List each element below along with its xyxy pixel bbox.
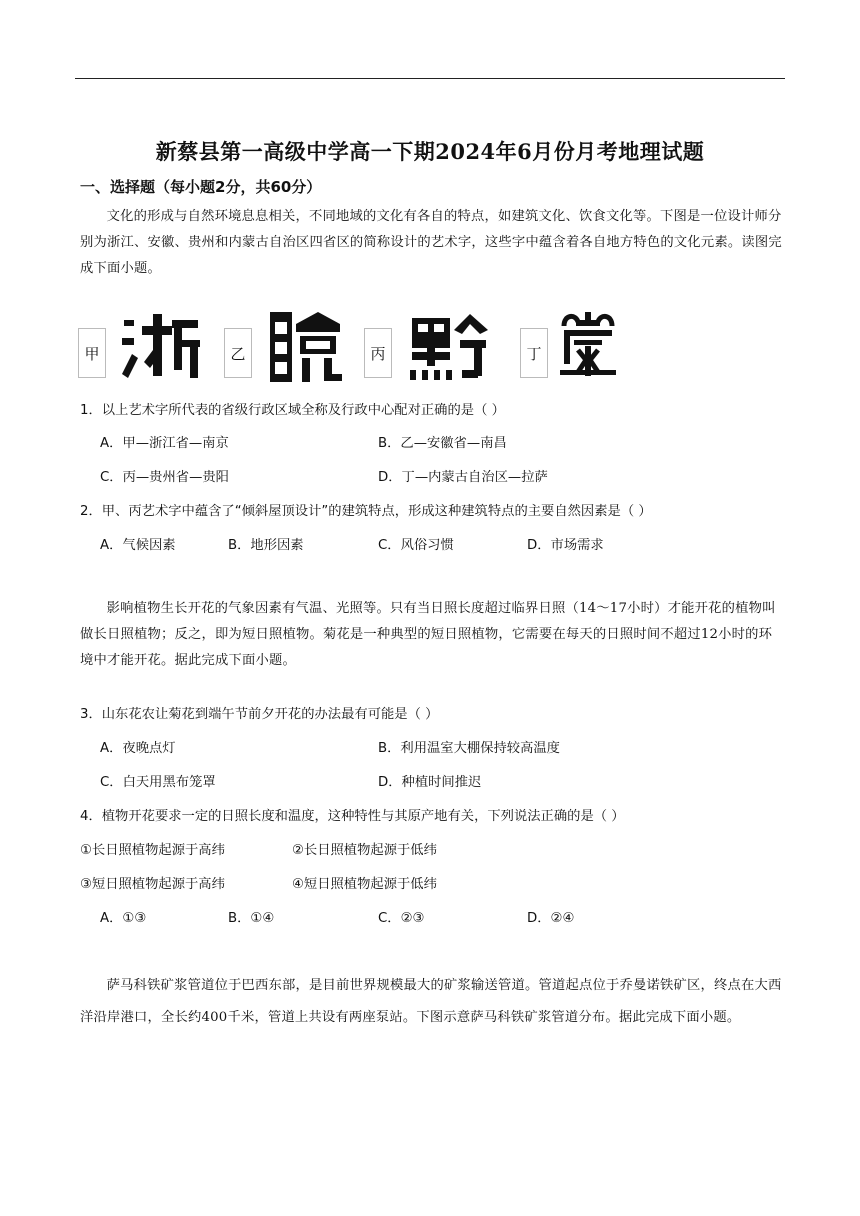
passage-flowering: 影响植物生长开花的气象因素有气温、光照等。只有当日照长度超过临界日照（14～17小时）才能开花的植物叫做长日照植物；反之，即为短日照植物。菊花是一种典型的短日照植物，它需要在每天的日照时间不超过12小时的环境中才能开花。据此完成下面小题。 <box>80 601 776 668</box>
q4-statement-1: ①长日照植物起源于高纬 <box>80 843 225 858</box>
art-characters-figure <box>78 308 638 386</box>
q1-option-d[interactable]: D．丁—内蒙古自治区—拉萨 <box>378 470 548 485</box>
q3-option-b[interactable]: B．利用温室大棚保持较高温度 <box>378 741 560 756</box>
art-qian-image <box>408 310 490 384</box>
q1-option-b[interactable]: B．乙—安徽省—南昌 <box>378 436 507 451</box>
q3-option-c[interactable]: C．白天用黑布笼罩 <box>100 775 216 790</box>
question-2-stem: 2．甲、丙艺术字中蕴含了“倾斜屋顶设计”的建筑特点，形成这种建筑特点的主要自然因素是（ ） <box>80 504 652 519</box>
q4-statement-4: ④短日照植物起源于低纬 <box>292 877 437 892</box>
q3-option-a[interactable]: A．夜晚点灯 <box>100 741 176 756</box>
passage-culture: 文化的形成与自然环境息息相关，不同地域的文化有各自的特点，如建筑文化、饮食文化等。下图是一位设计师分别为浙江、安徽、贵州和内蒙古自治区四省区的简称设计的艺术字，这些字中蕴含着各自地方特色的文化元素。读图完成下面小题。 <box>80 209 782 276</box>
passage-pipeline: 萨马科铁矿浆管道位于巴西东部，是目前世界规模最大的矿浆输送管道。管道起点位于乔曼诺铁矿区，终点在大西洋沿岸港口，全长约400千米，管道上共设有两座泵站。下图示意萨马科铁矿浆管道分布。据此完成下面小题。 <box>80 978 782 1025</box>
q4-statement-3: ③短日照植物起源于高纬 <box>80 877 225 892</box>
q4-option-b[interactable]: B．①④ <box>228 911 275 926</box>
header-rule <box>75 78 785 79</box>
q4-option-a[interactable]: A．①③ <box>100 911 147 926</box>
q3-option-d[interactable]: D．种植时间推迟 <box>378 775 482 790</box>
q4-statement-2: ②长日照植物起源于低纬 <box>292 843 437 858</box>
q2-option-b[interactable]: B．地形因素 <box>228 538 304 553</box>
q1-option-c[interactable]: C．丙—贵州省—贵阳 <box>100 470 229 485</box>
label-ding: 丁 <box>520 328 548 378</box>
question-1-stem: 1．以上艺术字所代表的省级行政区域全称及行政中心配对正确的是（ ） <box>80 403 505 418</box>
q4-option-d[interactable]: D．②④ <box>527 911 575 926</box>
art-meng-image <box>556 310 620 380</box>
q2-option-c[interactable]: C．风俗习惯 <box>378 538 454 553</box>
q2-option-a[interactable]: A．气候因素 <box>100 538 176 553</box>
art-wan-image <box>266 310 344 384</box>
q4-option-c[interactable]: C．②③ <box>378 911 425 926</box>
page-title: 新蔡县第一高级中学高一下期2024年6月份月考地理试题 <box>155 139 705 164</box>
q1-option-a[interactable]: A．甲—浙江省—南京 <box>100 436 229 451</box>
question-3-stem: 3．山东花农让菊花到端午节前夕开花的办法最有可能是（ ） <box>80 707 439 722</box>
label-jia: 甲 <box>78 328 106 378</box>
section-heading: 一、选择题（每小题2分，共60分） <box>80 178 322 196</box>
label-yi: 乙 <box>224 328 252 378</box>
q2-option-d[interactable]: D．市场需求 <box>527 538 604 553</box>
art-zhe-image <box>120 310 202 384</box>
label-bing: 丙 <box>364 328 392 378</box>
question-4-stem: 4．植物开花要求一定的日照长度和温度，这种特性与其原产地有关，下列说法正确的是（ ） <box>80 809 625 824</box>
